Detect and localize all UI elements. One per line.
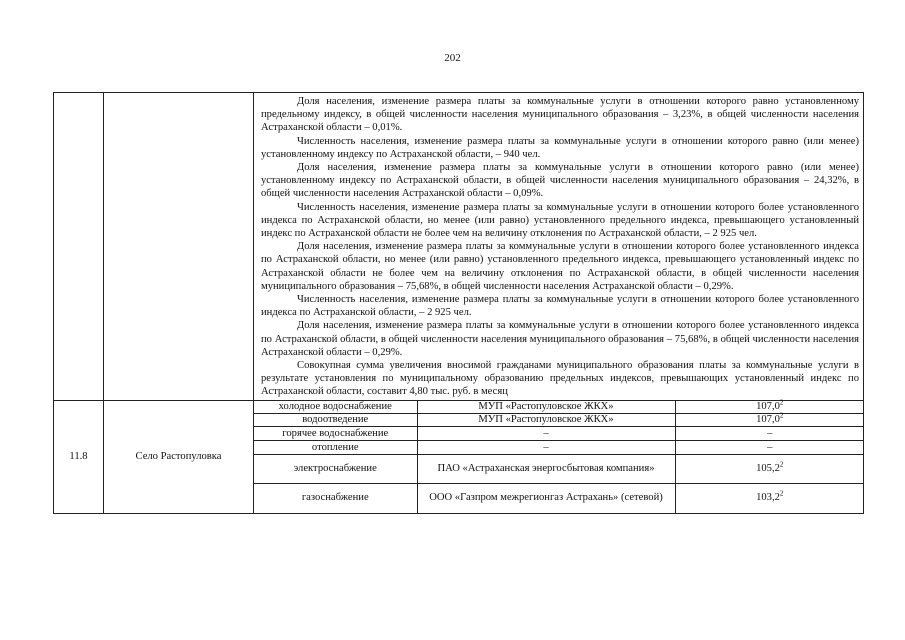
index-value: 107,0 xyxy=(756,414,780,426)
section-row xyxy=(54,400,864,513)
settlement-name: Село Растопуловка xyxy=(104,400,254,513)
service-name: отопление xyxy=(254,441,417,455)
index-value: 107,0 xyxy=(756,400,780,412)
section-number: 11.8 xyxy=(54,400,104,513)
service-row xyxy=(254,414,864,427)
service-name: горячее водоснабжение xyxy=(254,427,417,441)
service-provider: МУП «Растопуловское ЖКХ» xyxy=(417,414,675,427)
service-index xyxy=(675,455,864,484)
service-row xyxy=(254,401,864,414)
service-provider: МУП «Растопуловское ЖКХ» xyxy=(417,401,675,414)
page-number: 202 xyxy=(444,52,461,64)
paragraph: Доля населения, изменение размера платы за коммунальные услуги в отношении которого более установленного индекса по Астраханской области, но менее (или равно) установленного предельного индекса, превышающего установленный индекс по Астраханской области не более чем на величину отклонения по Астраханской области, в общей численности населения муниципального образования – 75,68%, в общей численности населения Астраханской области – 0,29%. xyxy=(261,241,859,292)
service-index xyxy=(675,411,864,427)
empty-number-cell xyxy=(54,93,104,401)
paragraph: Доля населения, изменение размера платы за коммунальные услуги в отношении которого более установленного индекса по Астраханской области, в общей численности населения муниципального образования – 75,68%, в общей численности населения Астраханской области – 0,29%. xyxy=(261,320,859,358)
service-index xyxy=(675,427,864,441)
service-name: газоснабжение xyxy=(254,484,417,513)
service-row xyxy=(254,484,864,513)
paragraph: Численность населения, изменение размера платы за коммунальные услуги в отношении которого равно (или менее) установленному индексу по Астраханской области, – 940 чел. xyxy=(261,135,859,160)
service-index xyxy=(675,484,864,513)
service-name: водоотведение xyxy=(254,414,417,427)
footnote-mark: 2 xyxy=(779,398,784,407)
paragraph: Доля населения, изменение размера платы за коммунальные услуги в отношении которого равно установленному предельному индексу, в общей численности населения муниципального образования – 3,23%, в общей численности населения Астраханской области – 0,01%. xyxy=(261,96,859,134)
paragraph: Численность населения, изменение размера платы за коммунальные услуги в отношении которого более установленного индекса по Астраханской области, – 2 925 чел. xyxy=(261,294,859,319)
service-name: холодное водоснабжение xyxy=(254,401,417,414)
service-index xyxy=(675,441,864,455)
service-row xyxy=(254,427,864,441)
service-name: электроснабжение xyxy=(254,455,417,484)
footnote-mark: 2 xyxy=(779,411,784,420)
paragraph: Совокупная сумма увеличения вносимой гражданами муниципального образования платы за коммунальные услуги в результате установления по муниципальному образованию предельных индексов, превышающих установленный индекс по Астраханской области, составит 4,80 тыс. руб. в месяц xyxy=(261,360,859,398)
footnote-mark: 2 xyxy=(779,489,784,498)
service-provider: ООО «Газпром межрегионгаз Астрахань» (сетевой) xyxy=(417,484,675,513)
service-row xyxy=(254,441,864,455)
paragraph: Доля населения, изменение размера платы за коммунальные услуги в отношении которого равно (или менее) установленному индексу по Астраханской области, в общей численности населения муниципального образования – 24,32%, в общей численности населения Астраханской области – 0,09%. xyxy=(261,162,859,200)
service-provider: – xyxy=(417,427,675,441)
service-provider: – xyxy=(417,441,675,455)
tariff-table xyxy=(53,92,864,514)
service-row xyxy=(254,455,864,484)
index-value: 105,2 xyxy=(756,463,780,475)
description-cell xyxy=(254,93,864,401)
services-table xyxy=(254,398,864,513)
index-value: – xyxy=(767,427,773,439)
index-value: – xyxy=(767,441,773,453)
footnote-mark: 2 xyxy=(779,460,784,469)
services-cell xyxy=(254,400,864,513)
service-index xyxy=(675,398,864,414)
empty-name-cell xyxy=(104,93,254,401)
index-value: 103,2 xyxy=(756,492,780,504)
service-provider: ПАО «Астраханская энергосбытовая компания» xyxy=(417,455,675,484)
paragraph: Численность населения, изменение размера платы за коммунальные услуги в отношении которого более установленного индекса по Астраханской области, но менее (или равно) установленного предельного индекса, превышающего установленный индекс по Астраханской области не более чем на величину отклонения по Астраханской области, – 2 925 чел. xyxy=(261,201,859,240)
text-row xyxy=(54,93,864,401)
